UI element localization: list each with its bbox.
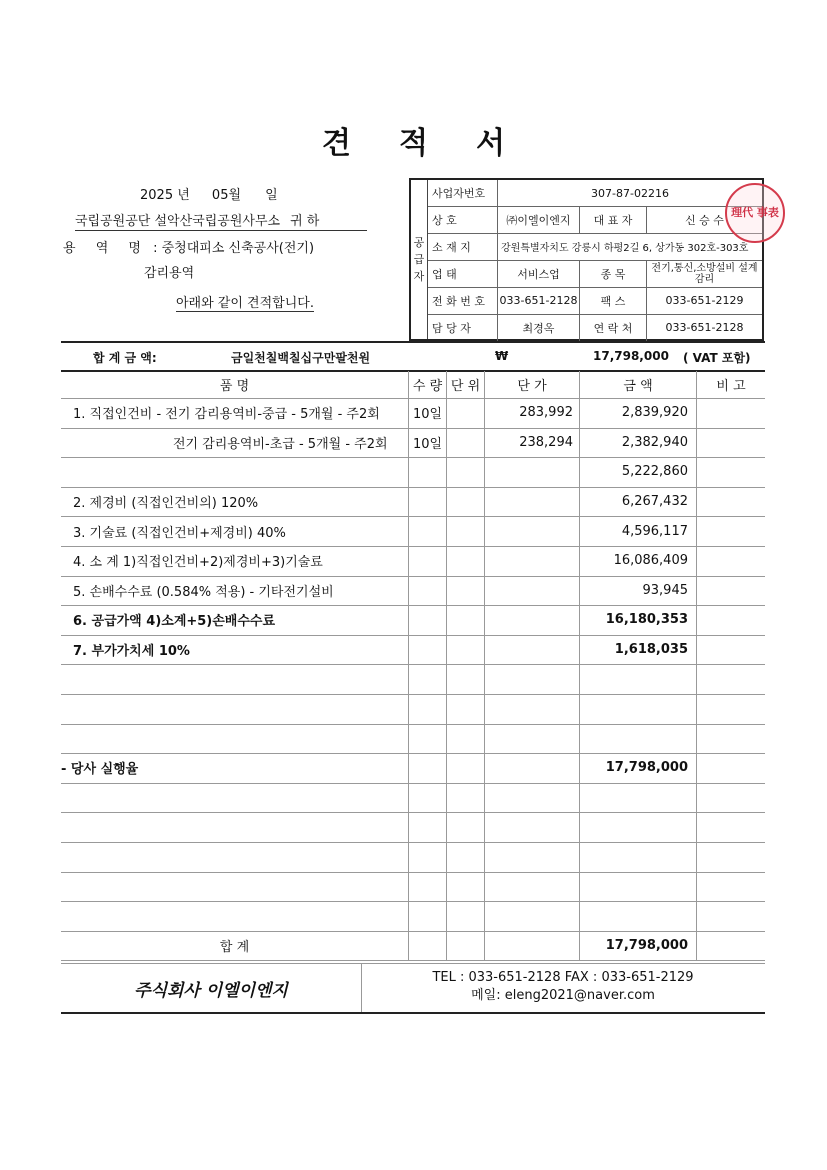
address: 강원특별자치도 강릉시 하평2길 6, 상가동 302호-303호 [501, 243, 749, 254]
total-amount-row [61, 342, 765, 372]
supplier-row-type [428, 260, 762, 288]
recipient-suffix: 귀 하 [290, 214, 320, 229]
cell-amount: 17,798,000 [580, 753, 697, 783]
manager-label: 담 당 자 [428, 314, 498, 341]
cell-item: 6. 공급가액 4)소계+5)손배수수료 [61, 605, 409, 635]
cell-unit [447, 842, 485, 872]
cell-note [697, 576, 765, 606]
contact-value: 033-651-2128 [665, 321, 744, 334]
cell-qty [409, 812, 447, 842]
cell-price [485, 487, 580, 517]
cell-amount: 5,222,860 [580, 457, 697, 487]
cell-note [697, 901, 765, 931]
tel-value: 033-651-2128 [498, 287, 580, 314]
cell-item [61, 901, 409, 931]
cell-item [61, 842, 409, 872]
cell-unit [447, 724, 485, 754]
footer-tel-fax: TEL : 033-651-2128 FAX : 033-651-2129 [432, 970, 694, 985]
table-row [61, 901, 765, 932]
contact-label: 연 락 처 [580, 314, 647, 341]
cell-qty [409, 457, 447, 487]
cell-note [697, 457, 765, 487]
cell-qty [409, 842, 447, 872]
cell-qty [409, 546, 447, 576]
cell-qty [409, 872, 447, 902]
cell-price: 283,992 [485, 398, 580, 428]
cell-amount: 6,267,432 [580, 487, 697, 517]
cell-price [485, 931, 580, 961]
cell-amount [580, 872, 697, 902]
name-label: 상 호 [428, 206, 498, 233]
date-month: 05월 [211, 188, 242, 203]
cell-price [485, 635, 580, 665]
table-row [61, 931, 765, 962]
table-row [61, 428, 765, 459]
table-row [61, 516, 765, 547]
col-amount: 금 액 [580, 371, 697, 398]
cell-note [697, 753, 765, 783]
supplier-side-label [411, 180, 428, 339]
table-row [61, 872, 765, 903]
cell-price [485, 516, 580, 546]
cell-amount [580, 664, 697, 694]
table-row [61, 753, 765, 784]
cell-unit [447, 635, 485, 665]
cell-price [485, 605, 580, 635]
cell-price [485, 664, 580, 694]
cell-unit [447, 872, 485, 902]
total-label: 합 계 금 액: [93, 351, 157, 365]
cell-note [697, 872, 765, 902]
cell-amount: 93,945 [580, 576, 697, 606]
table-row [61, 546, 765, 577]
cell-amount [580, 724, 697, 754]
cell-qty [409, 753, 447, 783]
cell-note [697, 724, 765, 754]
cell-amount: 4,596,117 [580, 516, 697, 546]
col-qty: 수 량 [409, 371, 447, 398]
cell-amount: 2,382,940 [580, 428, 697, 458]
biz-item: 전기,통신,소방설비 설계감리 [651, 262, 758, 285]
cell-note [697, 516, 765, 546]
col-price: 단 가 [485, 371, 580, 398]
cell-unit [447, 428, 485, 458]
cell-note [697, 487, 765, 517]
cell-item [61, 812, 409, 842]
cell-qty [409, 576, 447, 606]
cell-item: 2. 제경비 (직접인건비의) 120% [61, 487, 409, 517]
recipient-line [75, 210, 367, 231]
title-char: 서 [475, 126, 505, 161]
company-name-footer: 주식회사 이엘이엔지 [61, 964, 362, 1012]
cell-item: 합 계 [61, 931, 409, 961]
cell-amount: 2,839,920 [580, 398, 697, 428]
cell-note [697, 546, 765, 576]
recipient-name: 국립공원공단 설악산국립공원사무소 [75, 214, 281, 229]
footer [61, 963, 765, 1014]
cell-note [697, 694, 765, 724]
cell-qty [409, 783, 447, 813]
date-year: 2025 년 [140, 188, 190, 203]
company-seal-stamp: 理代 事表 [725, 183, 785, 243]
bizno-label: 사업자번호 [428, 180, 498, 206]
supplier-row-addr [428, 233, 762, 261]
cell-note [697, 783, 765, 813]
cell-amount: 16,086,409 [580, 546, 697, 576]
table-row [61, 664, 765, 695]
cell-unit [447, 783, 485, 813]
cell-note [697, 664, 765, 694]
vat-note: ( VAT 포함) [683, 351, 751, 365]
cell-unit [447, 516, 485, 546]
cell-price [485, 457, 580, 487]
cell-qty [409, 724, 447, 754]
cell-unit [447, 901, 485, 931]
project-name: : 중청대피소 신축공사(전기) [153, 241, 315, 256]
bizno-value: 307-87-02216 [591, 186, 669, 200]
cell-price [485, 842, 580, 872]
cell-price [485, 694, 580, 724]
cell-amount [580, 842, 697, 872]
cell-amount: 17,798,000 [580, 931, 697, 961]
cell-item [61, 872, 409, 902]
cell-item: 전기 감리용역비-초급 - 5개월 - 주2회 [61, 428, 409, 458]
cell-qty [409, 516, 447, 546]
cell-item: 7. 부가가치세 10% [61, 635, 409, 665]
project-line [63, 237, 314, 256]
cell-note [697, 605, 765, 635]
cell-qty [409, 635, 447, 665]
cell-item: 1. 직접인건비 - 전기 감리용역비-중급 - 5개월 - 주2회 [61, 398, 409, 428]
cell-item [61, 664, 409, 694]
total-korean: 금일천칠백칠십구만팔천원 [231, 351, 371, 365]
cell-price [485, 753, 580, 783]
cell-item: 4. 소 계 1)직접인건비+2)제경비+3)기술료 [61, 546, 409, 576]
cell-unit [447, 546, 485, 576]
cell-unit [447, 753, 485, 783]
col-item: 품 명 [61, 371, 409, 398]
footer-email: 메일: eleng2021@naver.com [471, 988, 655, 1003]
cell-unit [447, 398, 485, 428]
cell-item [61, 724, 409, 754]
table-row [61, 694, 765, 725]
item-label: 종 목 [580, 260, 647, 287]
cell-unit [447, 694, 485, 724]
supplier-row-name [428, 206, 762, 234]
cell-note [697, 398, 765, 428]
cell-amount [580, 901, 697, 931]
project-label: 용 역 명 [63, 241, 149, 256]
cell-qty [409, 901, 447, 931]
cell-amount: 1,618,035 [580, 635, 697, 665]
title-char: 견 [322, 126, 351, 161]
col-unit: 단 위 [447, 371, 485, 398]
cell-price [485, 812, 580, 842]
tel-label: 전 화 번 호 [428, 287, 498, 314]
cell-qty [409, 487, 447, 517]
cell-qty [409, 694, 447, 724]
footer-contact [361, 969, 765, 1005]
side-char: 공 [413, 236, 425, 249]
table-row [61, 398, 765, 429]
cell-price [485, 576, 580, 606]
cell-note [697, 428, 765, 458]
cell-price [485, 872, 580, 902]
cell-item: - 당사 실행율 [61, 753, 409, 783]
cell-amount [580, 694, 697, 724]
greeting-text: 아래와 같이 견적합니다. [176, 292, 314, 312]
cell-amount [580, 812, 697, 842]
cell-note [697, 842, 765, 872]
cell-item [61, 457, 409, 487]
cell-unit [447, 931, 485, 961]
rep-name: 신 승 수 [685, 213, 724, 227]
cell-price [485, 901, 580, 931]
date-day: 일 [265, 188, 278, 203]
cell-item: 3. 기술료 (직접인건비+제경비) 40% [61, 516, 409, 546]
cell-price [485, 724, 580, 754]
document-title [0, 118, 827, 162]
cell-amount [580, 783, 697, 813]
table-row [61, 783, 765, 814]
cell-qty: 10일 [409, 428, 447, 458]
cell-unit [447, 457, 485, 487]
cell-unit [447, 576, 485, 606]
cell-price [485, 546, 580, 576]
cell-note [697, 812, 765, 842]
supplier-grid [428, 180, 762, 339]
col-note: 비 고 [716, 379, 746, 394]
table-row [61, 576, 765, 607]
cell-amount: 16,180,353 [580, 605, 697, 635]
cell-qty [409, 605, 447, 635]
fax-label: 팩 스 [580, 287, 647, 314]
cell-note [697, 635, 765, 665]
table-row [61, 724, 765, 755]
manager-name: 최경옥 [498, 314, 580, 341]
biztype-label: 업 태 [428, 260, 498, 287]
cell-item: 5. 손배수수료 (0.584% 적용) - 기타전기설비 [61, 576, 409, 606]
table-row [61, 812, 765, 843]
fax-value: 033-651-2129 [665, 294, 744, 307]
project-name-cont: 감리용역 [144, 266, 195, 281]
cell-price: 238,294 [485, 428, 580, 458]
side-char: 급 [413, 253, 425, 266]
cell-item [61, 694, 409, 724]
currency-symbol: ₩ [495, 349, 509, 363]
table-row [61, 842, 765, 873]
cell-qty [409, 931, 447, 961]
table-row [61, 635, 765, 666]
supplier-row-manager [428, 314, 762, 341]
company-name: ㈜이엘이엔지 [498, 206, 580, 233]
cell-unit [447, 605, 485, 635]
table-row [61, 457, 765, 488]
total-amount: 17,798,000 [593, 349, 669, 363]
table-row [61, 605, 765, 636]
cell-unit [447, 487, 485, 517]
title-char: 적 [399, 126, 428, 161]
cell-qty: 10일 [409, 398, 447, 428]
cell-unit [447, 664, 485, 694]
addr-label: 소 재 지 [428, 233, 498, 260]
table-header [61, 371, 765, 399]
biz-type: 서비스업 [498, 260, 580, 287]
rep-label: 대 표 자 [580, 206, 647, 233]
table-row [61, 487, 765, 518]
side-char: 자 [413, 270, 425, 283]
cell-price [485, 783, 580, 813]
cell-item [61, 783, 409, 813]
quote-date [140, 184, 284, 203]
cell-qty [409, 664, 447, 694]
cell-note [697, 931, 765, 961]
supplier-box [409, 178, 764, 341]
cell-unit [447, 812, 485, 842]
supplier-row-bizno [428, 180, 762, 207]
supplier-row-tel [428, 287, 762, 315]
